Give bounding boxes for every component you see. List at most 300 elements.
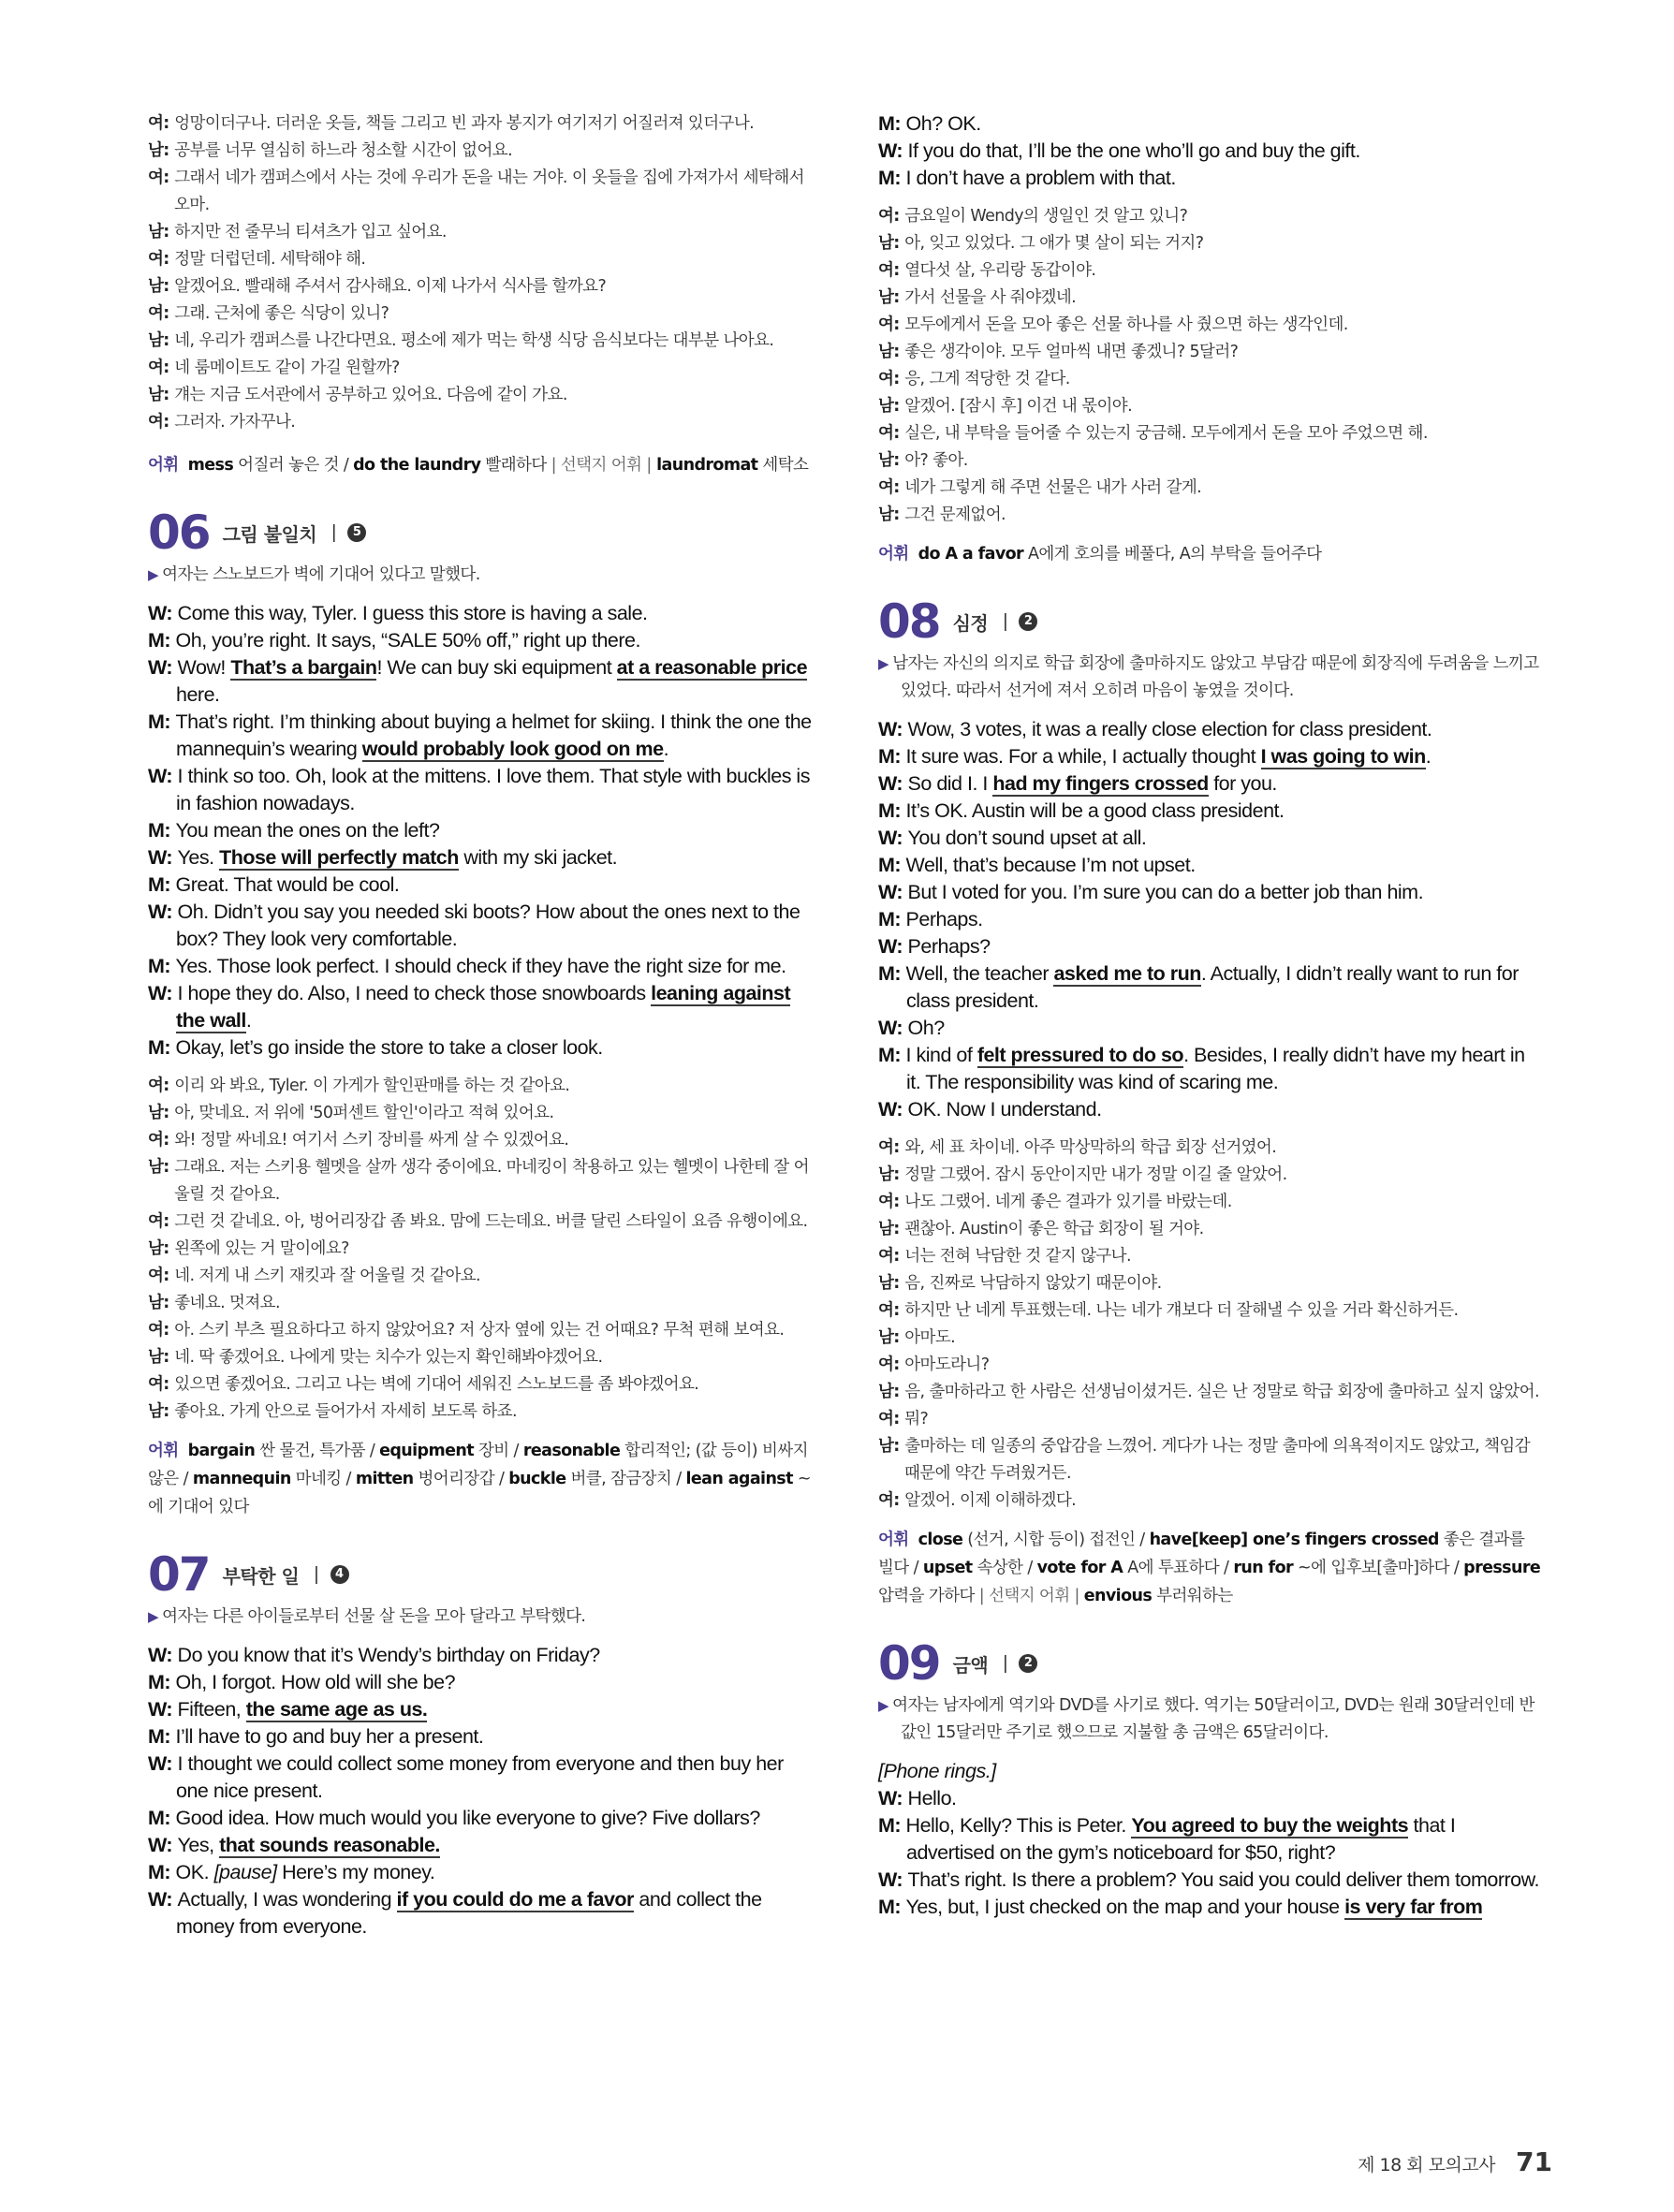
section-08 [878,593,1543,1610]
text: I hope they do. Also, I need to check those snowboards [177,982,652,1004]
line-text: 공부를 너무 열심히 하느라 청소할 시간이 없어요. [174,141,513,160]
line-text: 아마도라니? [904,1355,990,1374]
text: But I voted for you. I’m sure you can do a better job than him. [907,881,1424,903]
line-text: 네. 저게 내 스키 재킷과 잘 어울릴 것 같아요. [174,1267,481,1285]
divider: | [1003,610,1008,632]
dialogue-line [148,1127,813,1154]
key-phrase: is very far from [1344,1896,1483,1918]
speaker: M: [148,819,176,842]
speaker: 여: [878,1247,905,1266]
dialogue-line [148,1263,813,1290]
section-header [878,1634,1543,1692]
dialogue-line [878,138,1543,165]
key-phrase: asked me to run [1053,962,1201,985]
vocab-term: vote for A [1036,1559,1123,1577]
dialogue-line [878,879,1543,906]
answer-badge: 2 [1019,612,1037,631]
vocab-term: mitten [355,1470,414,1488]
speaker: 남: [878,1437,905,1456]
speaker: W: [878,1017,908,1039]
line-text: 알겠어요. 빨래해 주셔서 감사해요. 이제 나가서 식사를 할까요? [174,277,607,296]
dialogue-line [878,933,1543,960]
answer-badge: 5 [347,523,366,542]
dialogue-line [878,285,1543,312]
line-text: 음, 진짜로 낙담하지 않았기 때문이야. [904,1274,1162,1293]
speaker: 남: [148,386,175,404]
text: . [663,738,669,760]
dialogue-line [148,110,813,138]
speaker: 남: [878,1274,905,1293]
line-text: 알겠어. [잠시 후] 이건 내 몫이야. [904,397,1133,416]
text: Yes, but, I just checked on the map and your house [905,1896,1345,1918]
speaker: M: [878,1896,906,1918]
speaker: 남: [148,1294,175,1312]
explanation [878,651,1543,705]
section-09 [878,1634,1543,1921]
text: that I advertised on the gym’s noticeboard for $50, right? [906,1814,1456,1864]
text: You don’t sound upset at all. [907,827,1147,849]
dialogue-line [148,138,813,165]
speaker: 여: [878,1301,905,1320]
text: 합리적인; (값 등이) 비싸지 않은 / [148,1442,808,1488]
triangle-icon: ▶ [148,566,163,583]
dialogue-line [878,420,1543,447]
dialogue-line [878,203,1543,230]
text: If you do that, I’ll be the one who’ll go and buy the gift. [907,139,1360,162]
speaker: 남: [148,1158,175,1177]
dialogue-line [878,1867,1543,1894]
dialogue-line [148,1723,813,1751]
text: OK. Now I understand. [907,1098,1102,1121]
dialogue-line [148,1344,813,1371]
text: Do you know that it’s Wendy’s birthday on Friday? [177,1644,600,1666]
dialogue-07-korean [878,203,1543,529]
dialogue-line [878,1297,1543,1325]
vocab-06 [148,1437,813,1521]
section-title: 부탁한 일 [222,1564,300,1588]
text: OK. [175,1861,214,1883]
line-text: 금요일이 Wendy의 생일인 것 알고 있니? [904,207,1188,226]
speaker: 남: [148,1348,175,1367]
text: Well, that’s because I’m not upset. [905,854,1196,876]
text: I kind of [905,1044,977,1066]
text: 속상한 / [972,1559,1037,1577]
section-header [878,593,1543,651]
text: Good idea. How much would you like everyone to give? Five dollars? [175,1807,760,1829]
text: Perhaps. [905,908,983,930]
line-text: 좋아요. 가게 안으로 들어가서 자세히 보도록 하죠. [174,1402,518,1421]
speaker: M: [148,1861,176,1883]
speaker: W: [148,1698,178,1721]
text: 압력을 가하다 [878,1587,979,1605]
dialogue-line [878,366,1543,393]
line-text: 와! 정말 싸네요! 여기서 스키 장비를 싸게 살 수 있겠어요. [174,1131,569,1150]
dialogue-09-english [878,1758,1543,1921]
speaker: W: [878,1787,908,1809]
vocab-term: do A a favor [918,545,1024,564]
key-phrase: had my fingers crossed [992,772,1209,795]
dialogue-08-korean [878,1135,1543,1515]
vocab-term: envious [1083,1587,1153,1605]
dialogue-line [878,1487,1543,1515]
line-text: 네가 그렇게 해 주면 선물은 내가 사러 갈게. [904,478,1202,497]
line-text: 그러자. 가자꾸나. [174,413,296,432]
key-phrase: felt pressured to do so [976,1044,1184,1066]
speaker: 남: [878,1165,905,1184]
speaker: 남: [148,1104,175,1122]
speaker: M: [878,745,906,768]
dialogue-line [878,1812,1543,1867]
speaker: W: [148,1644,178,1666]
text: for you. [1208,772,1277,795]
dialogue-line [148,300,813,328]
divider: | [331,521,337,543]
dialogue-line [878,1015,1543,1042]
dialogue-line [148,980,813,1034]
vocab-term: buckle [508,1470,566,1488]
speaker: 여: [148,1212,175,1231]
text: Oh, I forgot. How old will she be? [175,1671,456,1693]
text: Oh. Didn’t you say you needed ski boots? How about the ones next to the box? They look very comfortable. [176,901,800,950]
speaker: M: [878,1814,906,1837]
line-text: 엉망이더구나. 더러운 옷들, 책들 그리고 빈 과자 봉지가 여기저기 어질러져 있더구나. [174,114,755,133]
line-text: 아, 맞네요. 저 위에 '50퍼센트 할인'이라고 적혀 있어요. [174,1104,554,1122]
dialogue-line [878,906,1543,933]
vocab-def: 세탁소 [757,456,809,475]
page-number: 71 [1516,2146,1552,2177]
text: A에 투표하다 / [1123,1559,1234,1577]
dialogue-line [878,1758,1543,1785]
answer-badge: 4 [330,1565,349,1584]
text: I think so too. Oh, look at the mittens. I love them. That style with buckles is in fashion nowadays. [176,765,810,814]
text: 싼 물건, 특가품 / [255,1442,380,1460]
dialogue-line [878,770,1543,798]
dialogue-line [878,716,1543,743]
vocab-def: 빨래하다 [480,456,551,475]
text: I’ll have to go and buy her a present. [175,1725,484,1748]
line-text: 하지만 난 네게 투표했는데. 나는 네가 걔보다 더 잘해낼 수 있을 거라 확신하거든. [904,1301,1459,1320]
speaker: 여: [148,1321,175,1340]
stage-direction: [pause] [213,1861,277,1883]
speaker: 여: [148,413,175,432]
speaker: M: [878,167,906,189]
dialogue-line [878,1352,1543,1379]
line-text: 나도 그랬어. 네게 좋은 결과가 있기를 바랐는데. [904,1193,1232,1211]
speaker: M: [878,799,906,822]
dialogue-line [878,1433,1543,1487]
vocab-term: run for [1233,1559,1294,1577]
dialogue-line [148,600,813,627]
text: ~에 입후보[출마]하다 / [1293,1559,1464,1577]
dialogue-line [878,1406,1543,1433]
speaker: W: [878,772,908,795]
dialogue-line [148,654,813,709]
speaker: 여: [148,304,175,323]
speaker: W: [878,935,908,958]
line-text: 뭐? [904,1410,929,1428]
vocab-07 [878,540,1543,568]
speaker: W: [148,901,178,923]
dialogue-05-korean [148,110,813,436]
text: That’s right. Is there a problem? You said you could deliver them tomorrow. [907,1868,1539,1891]
speaker: W: [148,602,178,624]
speaker: W: [878,1098,908,1121]
vocab-term: laundromat [651,456,758,475]
text: 버클, 잠금장치 / [565,1470,686,1488]
speaker: M: [148,1671,176,1693]
section-title: 심정 [952,611,989,635]
dialogue-08-english [878,716,1543,1123]
speaker: W: [148,1888,178,1911]
section-06 [148,504,813,1521]
section-title: 금액 [952,1653,989,1677]
speaker: W: [148,1834,178,1856]
text: Oh? [907,1017,945,1039]
text: Perhaps? [907,935,991,958]
dialogue-line [148,1154,813,1209]
section-07 [148,1545,813,1941]
line-text: 이리 와 봐요, Tyler. 이 가게가 할인판매를 하는 것 같아요. [174,1077,570,1095]
dialogue-line [878,852,1543,879]
dialogue-line [148,273,813,300]
dialogue-06-english [148,600,813,1062]
speaker: 남: [148,1402,175,1421]
text: Wow! [177,656,231,679]
dialogue-line [148,1371,813,1399]
speaker: 여: [148,114,175,133]
dialogue-line [148,899,813,953]
key-phrase: I was going to win [1260,745,1426,768]
text: You mean the ones on the left? [175,819,440,842]
text: Fifteen, [177,1698,246,1721]
speaker: 여: [878,1193,905,1211]
line-text: 네 룸메이트도 같이 가길 원할까? [174,359,400,377]
line-text: 그래서 네가 캠퍼스에서 사는 것에 우리가 돈을 내는 거야. 이 옷들을 집에 가져가서 세탁해서 오마. [174,168,804,214]
text: 벙어리장갑 / [413,1470,509,1488]
section-number: 06 [148,505,210,560]
text: . [245,1009,252,1032]
dialogue-line [878,257,1543,285]
line-text: 걔는 지금 도서관에서 공부하고 있어요. 다음에 같이 가요. [174,386,567,404]
key-phrase: would probably look good on me [361,738,664,760]
vocab-term: bargain [187,1442,256,1460]
speaker: M: [878,1044,906,1066]
line-text: 네, 우리가 캠퍼스를 나간다면요. 평소에 제가 먹는 학생 식당 음식보다는 대부분 나아요. [174,331,774,350]
text: So did I. I [907,772,993,795]
speaker: 여: [148,1375,175,1394]
stage-direction: [Phone rings.] [878,1760,996,1782]
speaker: 남: [148,223,175,242]
vocab-term: reasonable [522,1442,621,1460]
triangle-icon: ▶ [148,1608,163,1625]
speaker: W: [148,765,178,787]
vocab-term: mannequin [192,1470,291,1488]
line-text: 그래요. 저는 스키용 헬멧을 살까 생각 중이에요. 마네킹이 착용하고 있는 헬멧이 나한테 잘 어울릴 것 같아요. [174,1158,809,1204]
left-column [148,110,813,1941]
key-phrase: at a reasonable price [616,656,808,679]
speaker: W: [878,881,908,903]
speaker: W: [878,827,908,849]
dialogue-line [878,165,1543,192]
dialogue-line [148,1034,813,1062]
dialogue-line [878,1096,1543,1123]
speaker: 남: [148,141,175,160]
key-phrase: if you could do me a favor [396,1888,634,1911]
speaker: W: [148,1752,178,1775]
dialogue-line [878,1135,1543,1162]
dialogue-line [878,393,1543,420]
text: Here’s my money. [276,1861,435,1883]
explanation-text: 여자는 다른 아이들로부터 선물 살 돈을 모아 달라고 부탁했다. [162,1607,586,1626]
text: I thought we could collect some money from everyone and then buy her one nice present. [176,1752,784,1802]
text: 좋은 결과를 빌다 / [878,1531,1525,1577]
text: Oh? OK. [905,112,981,135]
dialogue-line [148,817,813,844]
dialogue-07-english [148,1642,813,1941]
dialogue-line [878,502,1543,529]
page-footer [1358,2146,1552,2177]
text: Wow, 3 votes, it was a really close election for class president. [907,718,1432,740]
text: 장비 / [474,1442,523,1460]
divider: | [1003,1652,1008,1674]
dialogue-line [148,1399,813,1426]
line-text: 응, 그게 적당한 것 같다. [904,370,1070,388]
line-text: 와, 세 표 차이네. 아주 막상막하의 학급 회장 선거였어. [904,1138,1277,1157]
dialogue-line [878,825,1543,852]
triangle-icon: ▶ [878,1697,893,1714]
speaker: 여: [878,478,905,497]
dialogue-line [878,743,1543,770]
speaker: 여: [878,1355,905,1374]
key-phrase: That’s a bargain [230,656,377,679]
dialogue-line [148,709,813,763]
dialogue-line [878,230,1543,257]
speaker: 남: [878,505,905,524]
key-phrase: You agreed to buy the weights [1131,1814,1409,1837]
vocab-term: pressure [1463,1559,1541,1577]
speaker: M: [878,908,906,930]
speaker: W: [148,982,178,1004]
dialogue-line [148,1751,813,1805]
dialogue-line [148,1696,813,1723]
speaker: 여: [148,1077,175,1095]
section-header [148,1545,813,1604]
text: with my ski jacket. [458,846,618,869]
speaker: W: [148,846,178,869]
vocab-08 [878,1526,1543,1610]
speaker: M: [878,112,906,135]
speaker: 남: [878,288,905,307]
line-text: 하지만 전 줄무늬 티셔츠가 입고 싶어요. [174,223,447,242]
speaker: M: [148,873,176,896]
section-number: 08 [878,594,940,649]
dialogue-line [878,1189,1543,1216]
explanation-text: 남자는 자신의 의지로 학급 회장에 출마하지도 않았고 부담감 때문에 회장직에 두려움을 느끼고 있었다. 따라서 선거에 져서 오히려 마음이 놓였을 것이다. [892,654,1539,700]
speaker: 여: [878,370,905,388]
speaker: W: [878,1868,908,1891]
dialogue-line [148,844,813,872]
explanation [878,1692,1543,1747]
dialogue-line [878,447,1543,475]
vocab-def: 어질러 놓은 것 / [233,456,354,475]
text: It sure was. For a while, I actually thought [905,745,1261,768]
dialogue-line [878,110,1543,138]
vocab-label: 어휘 [148,1442,179,1460]
line-text: 음, 출마하라고 한 사람은 선생님이셨거든. 실은 난 정말로 학급 회장에 출마하고 싶지 않았어. [904,1383,1539,1401]
vocab-label: 어휘 [148,456,179,475]
line-text: 그래. 근처에 좋은 식당이 있니? [174,304,389,323]
speaker: 여: [878,1138,905,1157]
text: 마네킹 / [290,1470,356,1488]
speaker: 남: [878,1328,905,1347]
text: It’s OK. Austin will be a good class president. [905,799,1285,822]
vocab-term: upset [922,1559,973,1577]
dialogue-line [878,1270,1543,1297]
text: Okay, let’s go inside the store to take a closer look. [175,1036,603,1059]
line-text: 왼쪽에 있는 거 말이에요? [174,1239,349,1258]
dialogue-line [148,1832,813,1859]
line-text: 출마하는 데 일종의 중압감을 느꼈어. 게다가 나는 정말 출마에 의욕적이지도 않았고, 책임감 때문에 약간 두려웠거든. [904,1437,1531,1483]
speaker: 남: [878,343,905,361]
line-text: 모두에게서 돈을 모아 좋은 선물 하나를 사 줬으면 하는 생각인데. [904,315,1348,334]
dialogue-line [148,627,813,654]
dialogue-07-english-cont [878,110,1543,192]
speaker: 여: [148,1267,175,1285]
speaker: 남: [878,234,905,253]
dialogue-line [148,328,813,355]
text: . Actually, I didn’t really want to run for class president. [906,962,1519,1012]
speaker: M: [878,854,906,876]
speaker: M: [148,1725,176,1748]
speaker: 여: [878,1491,905,1510]
section-number: 09 [878,1636,940,1691]
speaker: 여: [148,1131,175,1150]
text: ! We can buy ski equipment [376,656,617,679]
text: . Besides, I really didn’t have my heart in it. The responsibility was kind of scaring me. [906,1044,1525,1093]
dialogue-line [148,1886,813,1941]
explanation-text: 여자는 남자에게 역기와 DVD를 사기로 했다. 역기는 50달러이고, DVD는 원래 30달러인데 반값인 15달러만 주기로 했으므로 지불할 총 금액은 65달러이다. [892,1696,1534,1742]
dialogue-line [148,409,813,436]
dialogue-line [148,1642,813,1669]
line-text: 가서 선물을 사 줘야겠네. [904,288,1077,307]
dialogue-line [148,953,813,980]
dialogue-line [148,1859,813,1886]
dialogue-line [148,1317,813,1344]
text: 부러워하는 [1152,1587,1233,1605]
vocab-sep: | 선택지 어휘 | [551,456,652,475]
text: ~에 기대어 있다 [148,1470,811,1516]
dialogue-line [148,872,813,899]
speaker: 여: [878,1410,905,1428]
dialogue-line [878,339,1543,366]
line-text: 정말 더럽던데. 세탁해야 해. [174,250,366,269]
text: Yes. Those look perfect. I should check if they have the right size for me. [175,955,786,977]
speaker: M: [148,955,176,977]
text: Yes. [177,846,220,869]
section-number: 07 [148,1547,210,1602]
speaker: 여: [148,250,175,269]
key-phrase: leaning against the wall [176,982,791,1032]
line-text: 아. 스키 부츠 필요하다고 하지 않았어요? 저 상자 옆에 있는 건 어때요? 무척 편해 보여요. [174,1321,785,1340]
exam-label: 제 18 회 모의고사 [1358,2155,1496,2175]
dialogue-line [878,1785,1543,1812]
dialogue-line [148,1290,813,1317]
speaker: 여: [878,424,905,443]
dialogue-line [878,312,1543,339]
vocab-label: 어휘 [878,545,909,564]
dialogue-line [148,1209,813,1236]
dialogue-line [878,1894,1543,1921]
